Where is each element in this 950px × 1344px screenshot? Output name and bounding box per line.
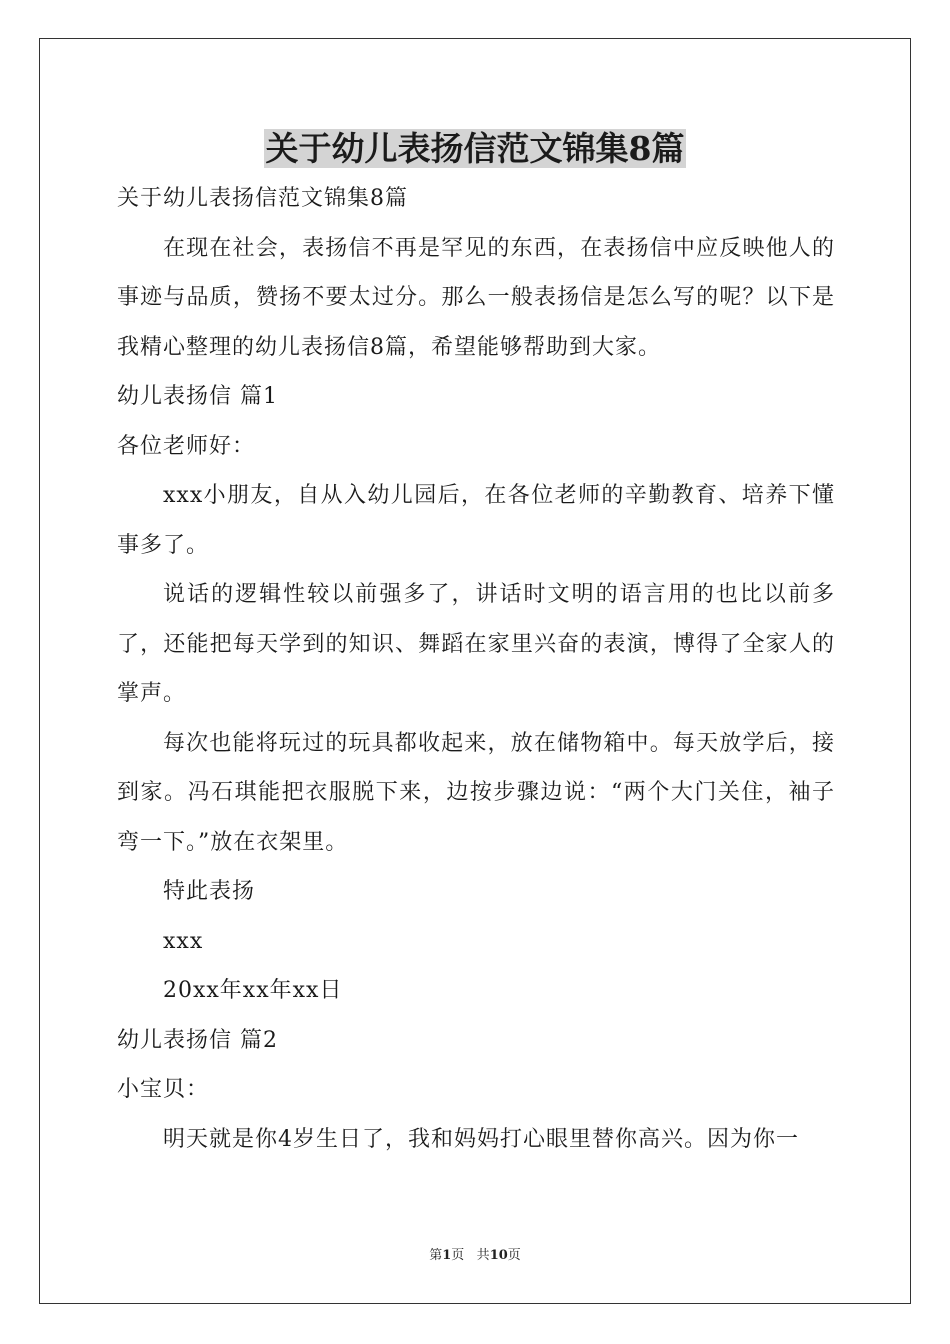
footer-page-number: 1 bbox=[442, 1248, 452, 1263]
footer-total-prefix: 共 bbox=[476, 1248, 490, 1263]
paragraph-intro: 在现在社会，表扬信不再是罕见的东西，在表扬信中应反映他人的事迹与品质，赞扬不要太过分。那么一般表扬信是怎么写的呢？以下是我精心整理的幼儿表扬信8篇，希望能够帮助到大家。 bbox=[117, 235, 835, 360]
paragraph: 说话的逻辑性较以前强多了，讲话时文明的语言用的也比以前多了，还能把每天学到的知识、舞蹈在家里兴奋的表演，博得了全家人的掌声。 bbox=[117, 582, 835, 706]
paragraph: xxx小朋友，自从入幼儿园后，在各位老师的辛勤教育、培养下懂事多了。 bbox=[117, 483, 835, 558]
paragraph: 每次也能将玩过的玩具都收起来，放在储物箱中。每天放学后，接到家。冯石琪能把衣服脱下来，边按步骤边说：“两个大门关住，袖子弯一下。”放在衣架里。 bbox=[117, 730, 835, 855]
section-heading-2: 幼儿表扬信 篇2 bbox=[117, 1027, 278, 1053]
footer-page-prefix: 第 bbox=[429, 1248, 443, 1263]
footer-page-suffix: 页 bbox=[451, 1248, 465, 1263]
section-heading-1: 幼儿表扬信 篇1 bbox=[117, 384, 278, 409]
page-footer bbox=[0, 1247, 950, 1265]
document-title-text: 关于幼儿表扬信范文锦集8篇 bbox=[265, 129, 685, 168]
closing-line: 特此表扬 bbox=[163, 879, 256, 904]
document-body bbox=[117, 174, 835, 1164]
date-line: 20xx年xx年xx日 bbox=[163, 978, 343, 1003]
salutation-2: 小宝贝： bbox=[117, 1077, 210, 1102]
paragraph: 明天就是你4岁生日了，我和妈妈打心眼里替你高兴。因为你一 bbox=[163, 1126, 799, 1152]
document-title bbox=[0, 128, 950, 170]
footer-total-suffix: 页 bbox=[507, 1248, 521, 1263]
paragraph-subtitle: 关于幼儿表扬信范文锦集8篇 bbox=[117, 186, 408, 211]
salutation-1: 各位老师好： bbox=[117, 433, 256, 459]
signature: xxx bbox=[163, 928, 204, 954]
footer-total-pages: 10 bbox=[489, 1248, 508, 1263]
